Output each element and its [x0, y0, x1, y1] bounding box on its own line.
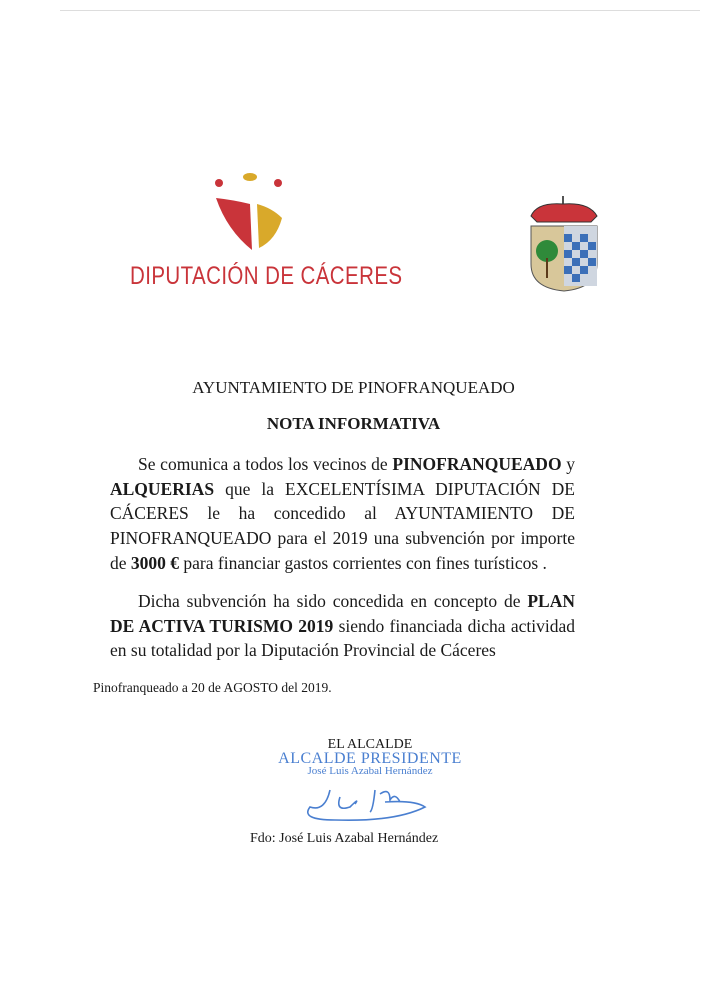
bold-text: PLAN DE ACTIVA TURISMO 2019 [110, 591, 575, 636]
date-line: Pinofranqueado a 20 de AGOSTO del 2019. [93, 680, 332, 695]
ayuntamiento-heading: AYUNTAMIENTO DE PINOFRANQUEADO [192, 378, 515, 397]
bold-text: PINOFRANQUEADO [392, 454, 562, 474]
coat-of-arms-icon [527, 196, 603, 292]
role-label: EL ALCALDE [327, 737, 413, 752]
text: que la EXCELENTÍSIMA DIPUTACIÓN DE CÁCERES le ha concedido al AYUNTAMIENTO DE PINOFRANQUEADO para el 2019 una subvención por importe de [110, 478, 575, 573]
handwritten-signature-icon [295, 782, 435, 827]
stamp-name: José Luis Azabal Hernández [307, 765, 433, 777]
document-title: NOTA INFORMATIVA [266, 414, 441, 433]
text: Se comunica a todos los vecinos de [138, 454, 393, 474]
paragraph-2 [110, 589, 575, 663]
paragraph-1 [110, 452, 575, 576]
diputacion-logo-icon [212, 170, 287, 255]
signature-block [270, 737, 470, 777]
bold-text: ALQUERIAS [110, 478, 215, 499]
diputacion-logo-text: DIPUTACIÓN DE CÁCERES [130, 262, 403, 290]
text: Dicha subvención ha sido concedida en concepto de [138, 591, 528, 611]
bold-text: 3000 € [130, 552, 180, 573]
text: siendo financiada dicha actividad en su totalidad por la Diputación Provincial de Cáceres [110, 615, 575, 661]
scan-edge-line [60, 10, 700, 11]
text: y [561, 454, 575, 474]
signed-by: Fdo: José Luis Azabal Hernández [250, 831, 439, 846]
text: para financiar gastos corrientes con fines turísticos . [179, 552, 547, 573]
stamp-title: ALCALDE PRESIDENTE [278, 750, 462, 767]
